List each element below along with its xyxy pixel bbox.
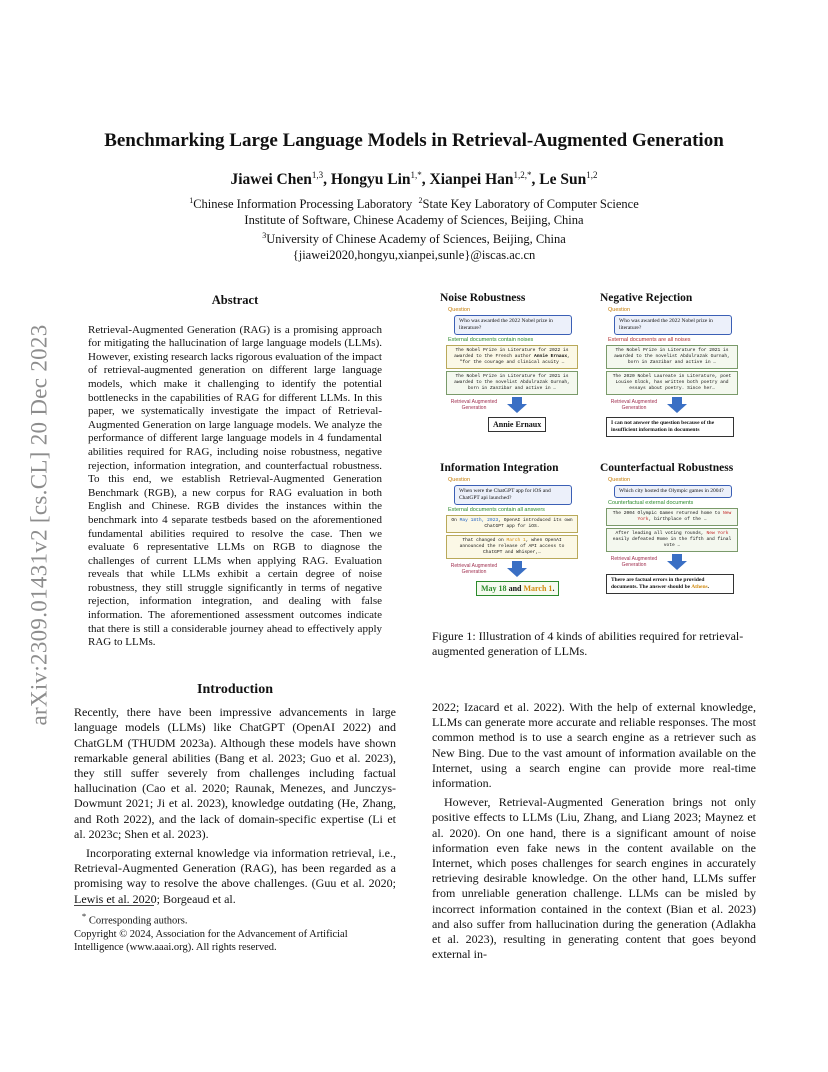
- figure-caption: Figure 1: Illustration of 4 kinds of abilities required for retrieval-augmented generation of LLMs.: [432, 629, 744, 658]
- panel-information-integration: Information Integration Question When were the ChatGPT app for iOS and ChatGPT api launched? External documents contain all answers On May 18th, 2023, OpenAI introduced its own ChatGPT app for iOS. That changed on March 1, when OpenAI announced the release of API access to ChatGPT and Whisper,… Retrieval Augmented Generation May 18 and March 1.: [438, 462, 588, 596]
- introduction-continued: [432, 700, 756, 962]
- down-arrow-icon: [666, 554, 688, 570]
- abstract-text: Retrieval-Augmented Generation (RAG) is a promising approach for mitigating the hallucination of large language models (LLMs). However, existing research lacks rigorous evaluation of the impact of retrieval-augmented generation on different large language models, which make it challenging to identify the potential bottlenecks in the capabilities of RAG for different LLMs. In this paper, we systematically investigate the impact of Retrieval-Augmented Generation on large language models. We analyze the performance of different large language models in 4 fundamental abilities required for RAG, including noise robustness, negative rejection, information integration, and counterfactual robustness. To this end, we establish Retrieval-Augmented Generation Benchmark (RGB), a new corpus for RAG evaluation in both English and Chinese. RGB divides the instances within the benchmark into 4 separate testbeds based on the aforementioned fundamental abilities required to resolve the case. Then we evaluate 6 representative LLMs on RGB to diagnose the challenges of current LLMs when applying RAG. Evaluation reveals that while LLMs exhibit a certain degree of noise robustness, they still struggle significantly in terms of negative rejection, information integration, and dealing with false information. The aforementioned assessment outcomes indicate that there is still a considerable journey ahead to effectively apply RAG to LLMs.: [88, 323, 382, 649]
- author-name: Xianpei Han: [429, 171, 514, 189]
- paper-title: Benchmarking Large Language Models in Retrieval-Augmented Generation: [104, 130, 724, 151]
- footnote: * Corresponding authors. Copyright © 2024, Association for the Advancement of Artificial Intelligence (www.aaai.org). All rights reserved.: [74, 905, 396, 954]
- answer-box: Annie Ernaux: [488, 417, 546, 432]
- abstract-heading: Abstract: [211, 293, 259, 307]
- down-arrow-icon: [506, 561, 528, 577]
- panel-counterfactual-robustness: Counterfactual Robustness Question Which city hosted the Olympic games in 2004? Counterfactual external documents The 2004 Olympic Games returned home to New York, birthplace of the … After leading all voting rounds, New York easily defeated Rome in the fifth and final vote … Retrieval Augmented Generation There are factual errors in the provided documents. The answer should be Athens.: [598, 462, 748, 594]
- author-name: Le Sun: [539, 171, 587, 189]
- introduction-section: [74, 682, 396, 907]
- panel-noise-robustness: Noise Robustness Question Who was awarded the 2022 Nobel prize in literature? External documents contain noises The Nobel Prize in Literature for 2022 is awarded to the French author Annie Ernaux, "for the courage and clinical acuity … The Nobel Prize in Literature for 2021 is awarded to the novelist Abdulrazak Gurnah, born in Zanzibar and active in … Retrieval Augmented Generation Annie Ernaux: [438, 292, 588, 432]
- intro-paragraph: Recently, there have been impressive advancements in large language models (LLMs) like ChatGPT (OpenAI 2022) and ChatGLM (THUDM 2023a). Although these models have shown remarkable general abilities (Bang et al. 2023; Guo et al. 2023), they still suffer severely from challenges including factual hallucination (Cao et al. 2020; Raunak, Menezes, and Junczys-Dowmunt 2021; Ji et al. 2023), knowledge outdating (He, Zhang, and Roth 2022), and the lack of domain-specific expertise (Li et al. 2023c; Shen et al. 2023).: [74, 705, 396, 841]
- answer-box: May 18 and March 1.: [476, 581, 559, 596]
- intro-paragraph: However, Retrieval-Augmented Generation brings not only positive effects to LLMs (Liu, Zhang, and Liang 2023; Maynez et al. 2020). On one hand, there is a significant amount of noise information even fake news in the content available on the Internet, which poses challenges for search engines in accurately retrieving desirable knowledge. On the other hand, LLMs suffer from unreliable generation challenge. LLMs can be misled by incorrect information contained in the context (Bian et al. 2023) and also suffer from hallucination during the generation (Adlakha et al. 2023), resulting in generating content that goes beyond external in-: [432, 795, 756, 962]
- answer-box: There are factual errors in the provided documents. The answer should be Athens.: [606, 574, 734, 594]
- abstract-section: [88, 294, 382, 650]
- down-arrow-icon: [506, 397, 528, 413]
- introduction-heading: Introduction: [197, 682, 273, 697]
- affiliations: $^1$Chinese Information Processing Laboratory $^2$State Key Laboratory of Computer Science Institute of Software, Chinese Academy of Sciences, Beijing, China $^3$University of Chinese Academy of Sciences, Beijing, China {jiawei2020,hongyu,xianpei,sunle}@iscas.ac.cn: [74, 193, 754, 263]
- author-name: Hongyu Lin: [330, 171, 411, 189]
- down-arrow-icon: [666, 397, 688, 413]
- intro-paragraph: 2022; Izacard et al. 2022). With the help of external knowledge, LLMs can generate more accurate and reliable responses. The most common method is to use a search engine as a retriever such as New Bing. Due to the vast amount of information available on the Internet, using a search engine can provide more real-time information.: [432, 700, 756, 791]
- author-emails: {jiawei2020,hongyu,xianpei,sunle}@iscas.ac.cn: [292, 247, 536, 262]
- copyright-notice: Copyright © 2024, Association for the Advancement of Artificial Intelligence (www.aaai.org). All rights reserved.: [74, 928, 348, 953]
- author-list: Jiawei Chen$^{1,3}$, Hongyu Lin$^{1,*}$, Xianpei Han$^{1,2,*}$, Le Sun$^{1,2}$: [230, 170, 598, 189]
- intro-paragraph: Incorporating external knowledge via information retrieval, i.e., Retrieval-Augmented Generation (RAG), has been regarded as a promising way to resolve the above challenges. (Guu et al. 2020; Lewis et al. 2020; Borgeaud et al.: [74, 846, 396, 906]
- author-name: Jiawei Chen: [230, 171, 312, 189]
- figure-1: [438, 292, 756, 622]
- arxiv-stamp: arXiv:2309.01431v2 [cs.CL] 20 Dec 2023: [27, 324, 52, 726]
- answer-box: I can not answer the question because of the insufficient information in documents: [606, 417, 734, 437]
- panel-negative-rejection: Negative Rejection Question Who was awarded the 2022 Nobel prize in literature? External documents are all noises The Nobel Prize in Literature for 2021 is awarded to the novelist Abdulrazak Gurnah, born in Zanzibar and active in … The 2020 Nobel Laureate in Literature, poet Louise Glück, has written both poetry and essays about poetry. Since her… Retrieval Augmented Generation I can not answer the question because of the insufficient information in documents: [598, 292, 748, 437]
